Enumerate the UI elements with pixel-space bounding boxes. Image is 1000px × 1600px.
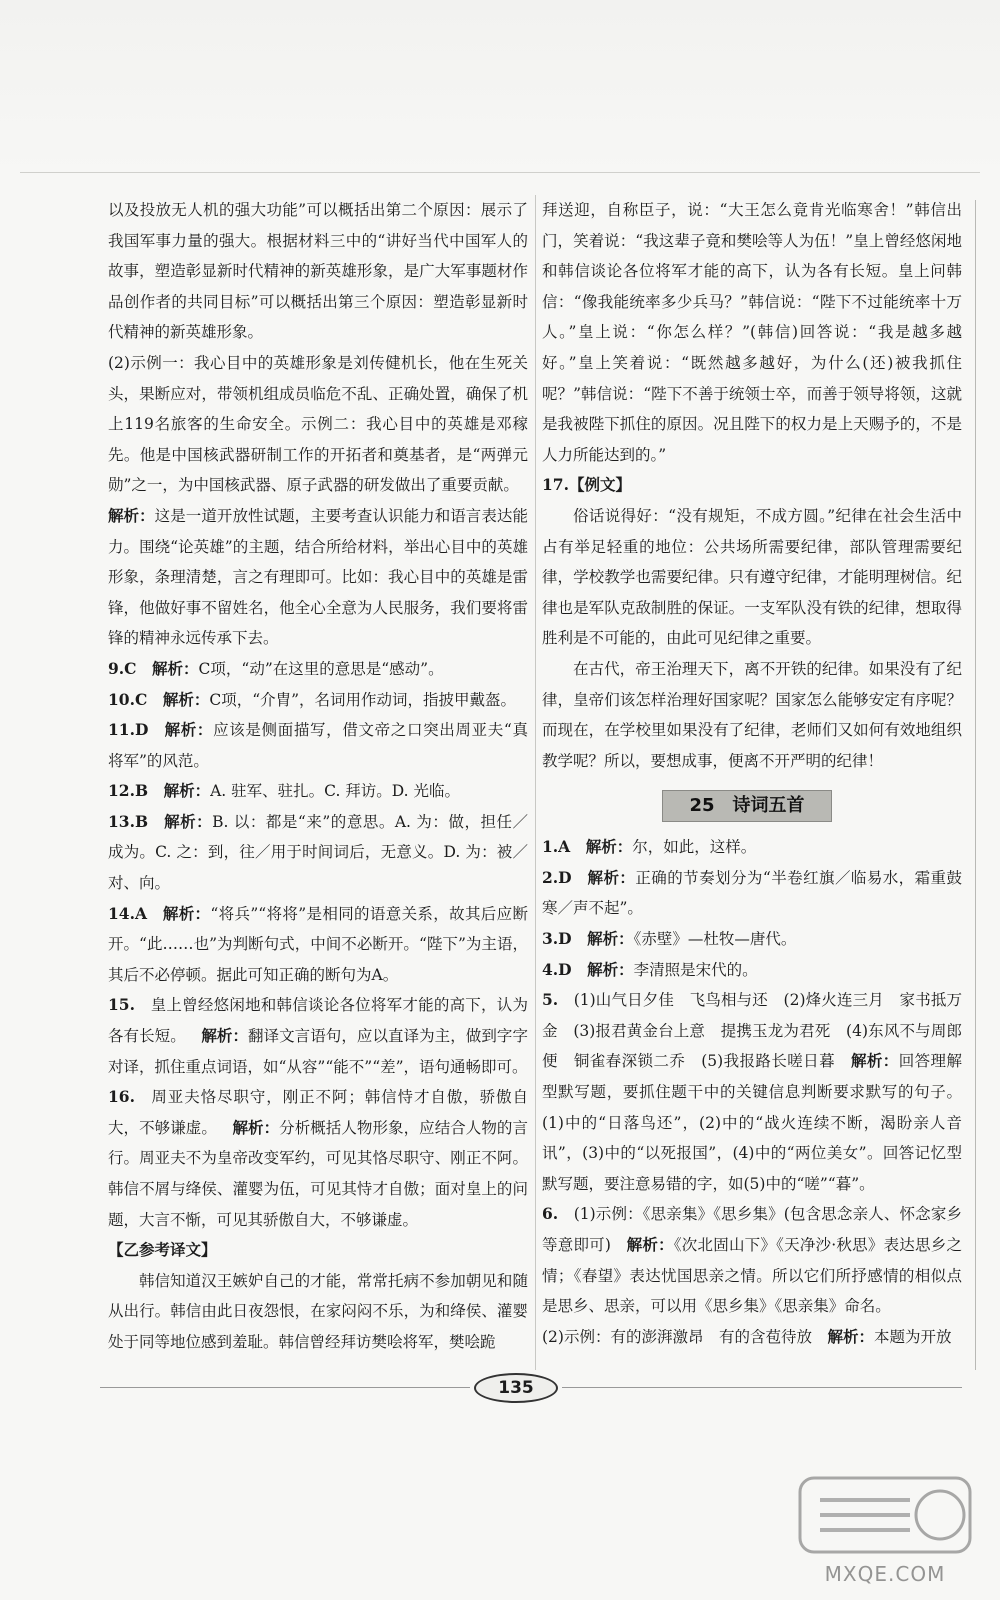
section-banner (662, 790, 832, 822)
answer-item (542, 1322, 962, 1353)
answer-item (542, 832, 962, 863)
analysis-text: 分析概括人物形象，应结合人物的言行。周亚夫不为皇帝改变军约，可见其恪尽职守、刚正不阿。韩信不屑与绛侯、灌婴为伍，可见其恃才自傲；面对皇上的问题，大言不惭，可见其骄傲自大，不够谦虚。 (108, 1118, 528, 1229)
indented-paragraph: 韩信知道汉王嫉妒自己的才能，常常托病不参加朝见和随从出行。韩信由此日夜怨恨，在家闷闷不乐，为和绛侯、灌婴处于同等地位感到羞耻。韩信曾经拜访樊哙将军，樊哙跪 (108, 1271, 528, 1351)
item-answer: (2)示例：有的澎湃激昂 有的含苞待放 (542, 1327, 812, 1346)
analysis-label: 解析： (162, 903, 211, 923)
analysis-text: 应该是侧面描写，借文帝之口突出周亚夫“真将军”的风范。 (108, 721, 528, 770)
analysis-label: 解析： (827, 1326, 874, 1346)
footer-rule-right (562, 1387, 962, 1388)
analysis-label: 解析： (163, 720, 214, 740)
item-answer: 皇上曾经悠闲地和韩信谈论各位将军才能的高下，认为各有长短。 (108, 996, 528, 1046)
item-answer: 周亚夫恪尽职守，刚正不阿；韩信恃才自傲，骄傲自大，不够谦虚。 (108, 1088, 528, 1137)
right-column-post (542, 832, 962, 1352)
analysis-label: 解析： (587, 867, 636, 887)
section-number: 25 (689, 794, 715, 816)
page-number-oval (474, 1373, 558, 1403)
analysis-label: 解析： (163, 811, 213, 831)
item-number: 6. (542, 1204, 559, 1224)
paragraph: 以及投放无人机的强大功能”可以概括出第二个原因：展示了我国军事力量的强大。根据材料三中的“讲好当代中国军人的故事，塑造彰显新时代精神的新英雄形象，是广大军事题材作品创作者的共同目标”可以概括出第三个原因：塑造彰显新时代精神的新英雄形象。 (108, 201, 528, 342)
analysis-label: 解析： (108, 505, 155, 525)
right-column (542, 195, 962, 1352)
item-number: 16. (108, 1087, 135, 1107)
answer-item (108, 1082, 528, 1235)
sub-heading: 【乙参考译文】 (108, 1240, 217, 1260)
watermark-logo-icon (780, 1470, 990, 1560)
analysis-label: 解析： (152, 658, 199, 678)
answer-item (542, 985, 962, 1199)
watermark (780, 1470, 990, 1590)
answer-item (542, 955, 962, 986)
analysis-text: A. 驻军、驻扎。C. 拜访。D. 光临。 (210, 782, 461, 801)
answer-item (108, 899, 528, 991)
analysis-label: 解析： (587, 959, 634, 979)
item-number: 12.B (108, 781, 149, 801)
item-answer: (1)山气日夕佳 飞鸟相与还 (2)烽火连三月 家书抵万金 (3)报君黄金台上意 提携玉龙为君死 (4)东风不与周郎便 铜雀春深锁二乔 (5)我报路长嗟日暮 (542, 991, 962, 1071)
analysis-text: 《赤壁》—杜牧—唐代。 (633, 930, 797, 949)
analysis-text: “将兵”“将将”是相同的语意关系，故其后应断开。“此……也”为判断句式，中间不必断开。“陛下”为主语，其后不必停顿。据此可知正确的断句为A。 (108, 904, 528, 984)
top-rule (20, 172, 980, 173)
item-number: 15. (108, 995, 135, 1015)
answer-item (108, 807, 528, 899)
analysis-label: 解析： (163, 781, 211, 801)
answer-item (108, 654, 528, 685)
left-column (108, 195, 528, 1358)
column-divider (535, 195, 536, 1370)
analysis-text: C项，“介胄”，名词用作动词，指披甲戴盔。 (209, 690, 517, 709)
item-number: 3.D (542, 929, 572, 949)
section-title: 诗词五首 (732, 794, 805, 816)
analysis-text: 回答理解型默写题，要抓住题干中的关键信息判断要求默写的句子。(1)中的“日落鸟还”，(2)中的“战火连续不断，渴盼亲人音讯”，(3)中的“以死报国”，(4)中的“两位美女”。回答记忆型默写题，要注意易错的字，如(5)中的“嗟”“暮”。 (542, 1052, 962, 1193)
analysis-label: 解析： (232, 1117, 280, 1137)
page-number-text: 135 (498, 1378, 534, 1398)
item-number: 10.C (108, 689, 148, 709)
item-number: 11.D (108, 720, 149, 740)
analysis-text: 李清照是宋代的。 (633, 960, 758, 979)
analysis-label: 解析： (587, 929, 634, 949)
right-edge-rule (975, 200, 976, 1370)
analysis-text: 这是一道开放性试题，主要考查认识能力和语言表达能力。围绕“论英雄”的主题，结合所给材料，举出心目中的英雄形象，条理清楚，言之有理即可。比如：我心目中的英雄是雷锋，他做好事不留姓名，他全心全意为人民服务，我们要将雷锋的精神永远传承下去。 (108, 506, 528, 648)
answer-item (542, 924, 962, 955)
analysis-text: 本题为开放 (873, 1327, 952, 1346)
analysis-label: 解析： (850, 1051, 899, 1071)
analysis-label: 解析： (585, 837, 633, 857)
answer-item (108, 990, 528, 1082)
item-number: 1.A (542, 837, 571, 857)
analysis-text: C项，“动”在这里的意思是“感动”。 (198, 659, 444, 678)
analysis-paragraph (108, 501, 528, 654)
answer-item (542, 1199, 962, 1321)
paragraph: (2)示例一：我心目中的英雄形象是刘传健机长，他在生死关头，果断应对，带领机组成员临危不乱、正确处置，确保了机上119名旅客的生命安全。示例二：我心目中的英雄是邓稼先。他是中国核武器研制工作的开拓者和奠基者，是“两弹元勋”之一，为中国核武器、原子武器的研发做出了重要贡献。 (108, 353, 528, 495)
paragraph: 拜送迎，自称臣子，说：“大王怎么竟肯光临寒舍！”韩信出门，笑着说：“我这辈子竟和樊哙等人为伍！”皇上曾经悠闲地和韩信谈论各位将军才能的高下，认为各有长短。皇上问韩信：“像我能统率多少兵马？”韩信说：“陛下不过能统率十万人。”皇上说：“你怎么样？”(韩信)回答说：“我是越多越好。”皇上笑着说：“既然越多越好，为什么(还)被我抓住呢？”韩信说：“陛下不善于统领士卒，而善于领导将领，这就是我被陛下抓住的原因。况且陛下的权力是上天赐予的，不是人力所能达到的。” (542, 201, 962, 464)
right-column-pre (542, 195, 962, 776)
item-number: 4.D (542, 959, 572, 979)
footer-rule-left (100, 1387, 470, 1388)
analysis-label: 解析： (201, 1026, 249, 1046)
indented-paragraph: 在古代，帝王治理天下，离不开铁的纪律。如果没有了纪律，皇帝们该怎样治理好国家呢？国家怎么能够安定有序呢？而现在，在学校里如果没有了纪律，老师们又如何有效地组织教学呢？所以，要想成事，便离不开严明的纪律！ (542, 659, 962, 770)
analysis-label: 解析： (626, 1235, 674, 1254)
analysis-text: 正确的节奏划分为“半卷红旗／临易水，霜重鼓寒／声不起”。 (542, 868, 962, 918)
analysis-text: 翻译文言语句，应以直译为主，做到字字对译，抓住重点词语，如“从容”“能不”“差”，语句通畅即可。 (108, 1027, 528, 1076)
answer-item (542, 863, 962, 924)
analysis-text: 尔，如此，这样。 (632, 838, 757, 857)
answer-item (108, 685, 528, 716)
answer-item (108, 776, 528, 807)
item-number: 14.A (108, 903, 147, 923)
indented-paragraph: 俗话说得好：“没有规矩，不成方圆。”纪律在社会生活中占有举足轻重的地位：公共场所需要纪律，部队管理需要纪律，学校教学也需要纪律。只有遵守纪律，才能明理树信。纪律也是军队克敌制胜的保证。一支军队没有铁的纪律，想取得胜利是不可能的，由此可见纪律之重要。 (542, 506, 962, 648)
analysis-text: 《次北固山下》《天净沙·秋思》表达思乡之情；《春望》表达忧国思亲之情。所以它们所抒感情的相似点是思乡、思亲，可以用《思乡集》《思亲集》命名。 (542, 1236, 962, 1316)
item-number: 2.D (542, 867, 572, 887)
answer-item (108, 715, 528, 776)
page-number (470, 1372, 562, 1404)
item-answer: (1)示例：《思亲集》《思乡集》(包含思念亲人、怀念家乡等意即可) (542, 1205, 962, 1254)
watermark-text: MXQE.COM (824, 1562, 946, 1586)
item-number: 9.C (108, 658, 137, 678)
item-number: 5. (542, 990, 559, 1010)
item-number: 13.B (108, 811, 149, 831)
page-top-margin (0, 0, 1000, 175)
analysis-label: 解析： (162, 689, 210, 709)
analysis-text: B. 以：都是“来”的意思。A. 为：做，担任／成为。C. 之：到，往／用于时间词后，无意义。D. 为：被／对、向。 (108, 812, 528, 893)
sub-heading: 17.【例文】 (542, 475, 631, 495)
